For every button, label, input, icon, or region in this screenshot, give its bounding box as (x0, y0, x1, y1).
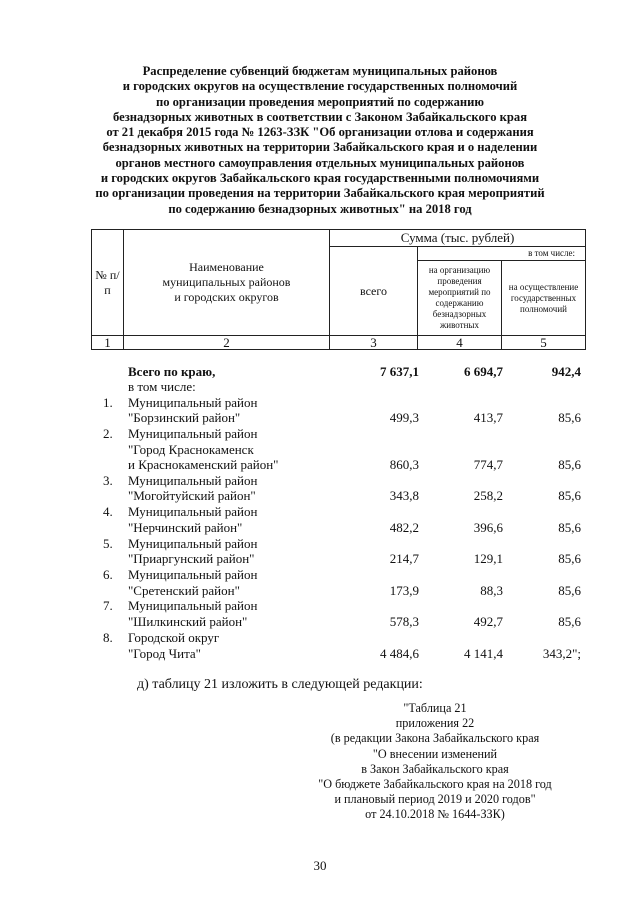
row-name-line: Городской округ (128, 630, 220, 645)
note-line: приложения 22 (395, 716, 475, 731)
row-name-line: Муниципальный район (128, 536, 258, 551)
total-value-powers: 942,4 (551, 364, 581, 379)
row-number: 5. (103, 536, 113, 551)
table-row (91, 426, 585, 442)
row-number: 6. (103, 567, 113, 582)
row-value-powers: 85,6 (558, 457, 581, 472)
table-note (300, 701, 570, 823)
row-value-powers: 85,6 (558, 614, 581, 629)
header-line: на организацию (428, 265, 491, 275)
column-number: 2 (124, 336, 330, 350)
table-row (91, 473, 585, 489)
including-text: в том числе: (528, 248, 576, 258)
note-line: и плановый период 2019 и 2020 годов" (334, 792, 536, 807)
row-value-powers: 85,6 (558, 583, 581, 598)
table-row (91, 457, 585, 473)
row-name-line: "Город Краснокаменск (128, 442, 254, 457)
heading-line: безнадзорных животных на территории Забайкальского края и о наделении (102, 140, 538, 155)
row-name-line: "Шилкинский район" (128, 614, 248, 629)
table-row (91, 598, 585, 614)
row-number: 7. (103, 598, 113, 613)
header-line: животных (440, 320, 479, 330)
row-value-events: 396,6 (473, 520, 503, 535)
row-number: 3. (103, 473, 113, 488)
row-value-all: 499,3 (389, 410, 419, 425)
row-name-line: "Город Чита" (128, 646, 201, 661)
table-header (91, 229, 586, 350)
row-value-powers: 85,6 (558, 410, 581, 425)
row-name-line: "Могойтуйский район" (128, 488, 256, 503)
row-value-all: 482,2 (389, 520, 419, 535)
row-name-line: Муниципальный район (128, 426, 258, 441)
including-row (91, 379, 585, 395)
row-value-events: 4 141,4 (464, 646, 503, 661)
row-name-line: "Борзинский район" (128, 410, 241, 425)
row-name-line: "Нерчинский район" (128, 520, 243, 535)
heading-line: и городских округов Забайкальского края государственными полномочиями (100, 171, 540, 186)
row-value-all: 578,3 (389, 614, 419, 629)
total-value-all: 7 637,1 (380, 364, 419, 379)
total-value-events: 6 694,7 (464, 364, 503, 379)
column-number: 5 (502, 336, 586, 350)
row-name-line: Муниципальный район (128, 598, 258, 613)
column-number: 3 (330, 336, 418, 350)
table-row (91, 536, 585, 552)
row-number: 4. (103, 504, 113, 519)
heading-line: и городских округов на осуществление государственных полномочий (122, 79, 518, 94)
row-value-all: 4 484,6 (380, 646, 419, 661)
row-name-line: Муниципальный район (128, 395, 258, 410)
row-value-events: 258,2 (473, 488, 503, 503)
row-name-line: Муниципальный район (128, 504, 258, 519)
header-line: мероприятий по (428, 287, 491, 297)
row-value-events: 129,1 (473, 551, 503, 566)
row-number: 8. (103, 630, 113, 645)
header-line: муниципальных районов (162, 275, 291, 289)
row-name-line: "Приаргунский район" (128, 551, 255, 566)
page-number: 30 (313, 858, 327, 873)
heading-line: органов местного самоуправления отдельных муниципальных районов (115, 155, 525, 170)
column-header-number: № п/п (92, 230, 124, 336)
note-line: от 24.10.2018 № 1644-ЗЗК) (365, 807, 505, 822)
total-row (91, 364, 585, 380)
row-value-all: 173,9 (389, 583, 419, 598)
table-row (91, 630, 585, 646)
note-line: "О бюджете Забайкальского края на 2018 год (318, 777, 552, 792)
header-line: Наименование (189, 260, 264, 274)
row-value-events: 413,7 (473, 410, 503, 425)
heading-line: по организации проведения мероприятий по содержанию (155, 94, 485, 109)
header-line: содержанию (435, 298, 484, 308)
table-row (91, 520, 585, 536)
heading-line: по организации проведения на территории Забайкальского края мероприятий (95, 186, 545, 201)
table-row (91, 646, 585, 662)
heading-line: по содержанию безнадзорных животных" на 2018 год (168, 201, 472, 216)
amendment-paragraph: д) таблицу 21 изложить в следующей редакции: (137, 677, 423, 692)
table-row (91, 395, 585, 411)
table-row (91, 614, 585, 630)
row-value-all: 860,3 (389, 457, 419, 472)
table-row (91, 504, 585, 520)
column-header-sum: Сумма (тыс. рублей) (330, 230, 586, 247)
column-header-total: всего (330, 247, 418, 336)
table-row (91, 567, 585, 583)
table-row (91, 488, 585, 504)
row-name-line: Муниципальный район (128, 473, 258, 488)
row-value-events: 774,7 (473, 457, 503, 472)
header-line: на осуществление (508, 281, 579, 292)
table-row (91, 583, 585, 599)
including-label: в том числе: (128, 379, 196, 394)
table-row (91, 442, 585, 458)
document-heading (60, 64, 580, 217)
row-value-powers: 85,6 (558, 520, 581, 535)
table-row (91, 410, 585, 426)
note-line: в Закон Забайкальского края (361, 761, 509, 776)
total-label: Всего по краю, (128, 364, 216, 379)
header-line: полномочий (520, 303, 567, 314)
row-value-all: 214,7 (389, 551, 419, 566)
row-number: 2. (103, 426, 113, 441)
row-value-powers: 85,6 (558, 488, 581, 503)
column-header-including (418, 247, 586, 261)
column-number: 4 (418, 336, 502, 350)
header-line: проведения (437, 276, 482, 286)
row-value-events: 492,7 (473, 614, 503, 629)
column-number-row (92, 336, 586, 350)
heading-line: Распределение субвенций бюджетам муниципальных районов (142, 64, 498, 78)
column-header-events (418, 261, 502, 336)
row-value-events: 88,3 (480, 583, 503, 598)
column-header-powers (502, 261, 586, 336)
note-line: "Таблица 21 (403, 701, 467, 715)
header-line: государственных (510, 292, 577, 303)
header-line: безнадзорных (432, 309, 487, 319)
heading-line: безнадзорных животных в соответствии с Законом Забайкальского края (112, 109, 528, 124)
row-number: 1. (103, 395, 113, 410)
column-header-name (124, 230, 330, 336)
note-line: "О внесении изменений (372, 746, 498, 761)
row-value-powers: 85,6 (558, 551, 581, 566)
row-value-powers: 343,2"; (542, 646, 581, 661)
row-name-line: и Краснокаменский район" (128, 457, 279, 472)
row-name-line: Муниципальный район (128, 567, 258, 582)
note-line: (в редакции Закона Забайкальского края (330, 731, 540, 746)
table-row (91, 551, 585, 567)
column-number: 1 (92, 336, 124, 350)
heading-line: от 21 декабря 2015 года № 1263-ЗЗК "Об организации отлова и содержания (106, 125, 534, 140)
row-value-all: 343,8 (389, 488, 419, 503)
row-name-line: "Сретенский район" (128, 583, 240, 598)
header-line: и городских округов (174, 290, 279, 304)
